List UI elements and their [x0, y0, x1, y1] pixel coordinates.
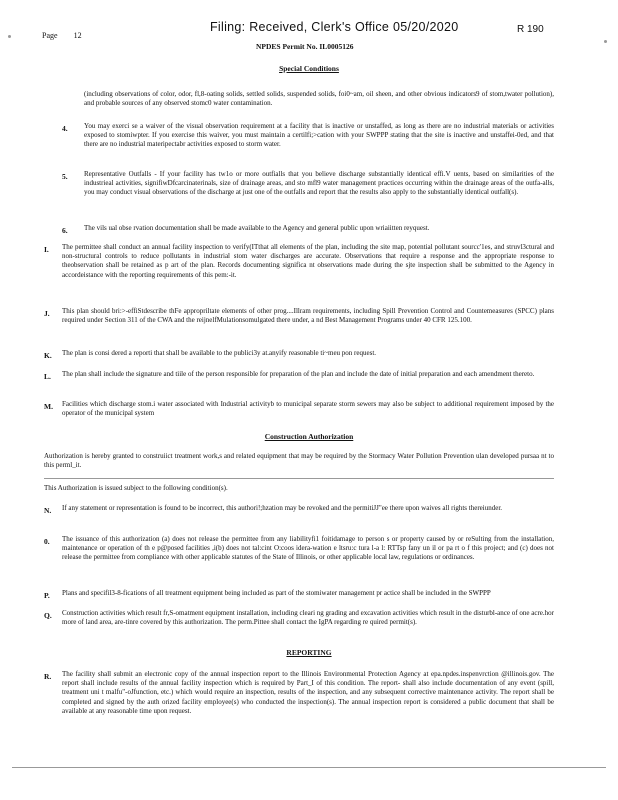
item-label: P.: [44, 591, 50, 600]
item-label: Q.: [44, 611, 52, 620]
item-label: I.: [44, 245, 49, 254]
special-conditions-intro: (including observations of color, odor, fl,8-oating solids, settled solids, suspended solids, foi0~am, oil sheen, and other obvious indicators9 of stom,twater pollution), and probable sources of any observed stomc0 water contamination.: [84, 90, 554, 108]
scan-edge-line: [12, 767, 606, 768]
item-text: The plan shall include the signature and tiile of the person responsible for preparation of the plan and include the date of initial preparation and each amendment thereto.: [62, 370, 535, 378]
item-text: The issuance of this authorization (a) does not release the permittee from any liabilityfi1 foitidamage to person s or property caused by or reSulting from the installation, maintenance or operation of th e p@posed facilities ,i(b) does not tal:cint O:coos idera-wation e ltsru:c tura l-a l: RTTsp fany un il or pa rt o f this project; and (c) does not release the permittee from compliance with other applicable statutes of the State of Illinois, or other applicable local law, regulations or ordinances.: [62, 535, 554, 562]
scan-speck: [604, 40, 607, 43]
page-label: Page: [42, 31, 58, 40]
item-label: K.: [44, 351, 52, 360]
item-text: Representative Outfalls - If your facility has tw1o or more outfialls that you believe discharge substantially identical effi.V uents, based on similarities of the industrieal activities, signifiwDfcarcinaterinals, size of drainage areas, and sto mfl9 water management practices occurring within the drainage areas of the outfa-alls, you may conduct visual observations of the discharge at just one of the outfalls and report that the results also apply to the substantially identical outfall(s).: [84, 170, 554, 197]
item-text: The permittee shall conduct an annual facility inspection to verify(ITthat all elements of the plan, including the site map, potential pollutant sourcc'1es, and struvl3ctural and non-structural controls to reduce pollutants in industrial stom water discharges are accurate. Observations that require a response and the appropriate response to theobservation shall be retained as p art of the plan. Records documenting significa nt observations made during the sjte inspection shall be submitted to the Agency in accordeistance with the reporting requirements of this pem:-it.: [62, 243, 554, 279]
item-text: The vils ual obse rvation documentation shall be made available to the Agency and general public upon wriaiitten reyquest.: [84, 224, 430, 232]
item-text: Plans and specifil3-8-fications of all treatment equipment being included as part of the stomiwater management pr actice shall be included in the SWPPP: [62, 589, 491, 597]
special-conditions-heading: Special Conditions: [279, 64, 339, 73]
item-label: J.: [44, 309, 50, 318]
item-label: 5.: [62, 172, 68, 181]
construction-authorization-heading: Construction Authorization: [264, 432, 354, 441]
item-label: 6.: [62, 226, 68, 235]
item-text: Construction activities which result fr,S-omatment equipment installation, including cleari ng grading and excavation activities which result in the disturbl-ance of one acre.hor more of land area, are-tinre covered by this authorization. The perm.Pittee shall contact the IgPA regarding re quired permit(s).: [62, 609, 554, 627]
item-label: M.: [44, 402, 53, 411]
reporting-heading: REPORTING: [286, 648, 332, 657]
construction-authorization-intro: Authorization is hereby granted to construiict treatment work,s and related equipment that may be required by the Stormacy Water Pollution Prevention ulan developed pursaa nt to this perml_it.: [44, 452, 554, 470]
authorization-subject: This Authorization is issued subject to the following condition(s).: [44, 484, 228, 492]
r-number: R 190: [517, 24, 544, 35]
item-label: 0.: [44, 537, 50, 546]
item-label: 4.: [62, 124, 68, 133]
filing-stamp: Filing: Received, Clerk's Office 05/20/2020: [210, 20, 459, 34]
item-text: The facility shall submit an electronic copy of the annual inspection report to the Illinois Environmental Protection Agency at epa.npdes.inspenvrction @illinois.gov. The report shall include results of the annual facility inspection which is required by Part_I of this condition. The report- shall also include documentation of any event (spill, treatment uni t malfu"-oJfunction, etc.) which would require an inspection, results of the inspection, and any subsequent corrective maintenance activity. The report shall be completed and signed by the auth orized facility employee(s) who conducted the inspection(s). The annual inspection report is considered a public document that shall be available at any reasonable time upon request.: [62, 670, 554, 715]
item-text: You may exerci se a waiver of the visual observation requirement at a facility that is inactive or unstaffed, as long as there are no industrial materials or activities exposed to stomiwpter. If you exercise this waiver, you must maintain a certilfi;>cation with your SWPPP stating that the site is inactive and unstaffei-0ed, and that there are no industrial materipectabr activities exposed to storm water.: [84, 122, 554, 149]
item-text: The plan is consi dered a reporti that shall be available to the publici3y at.anyify reasonable ti~meu pon request.: [62, 349, 377, 357]
page-number: 12: [73, 31, 82, 40]
npdes-permit-number: NPDES Permit No. IL0005126: [256, 42, 354, 51]
item-label: N.: [44, 506, 52, 515]
page-number-label: [42, 31, 82, 40]
item-text: Facilities which discharge stom.i water associated with Industrial activityb to municipal separate storm sewers may also be subject to additional requirement imposed by the operator of the municipal system: [62, 400, 554, 418]
scan-speck: [8, 35, 11, 38]
item-text: If any statement or representation is found to be incorrect, this authori!;hzation may be revoked and the permitiJJ"ee there upon waives all rights thereiunder.: [62, 504, 503, 512]
divider: [44, 478, 554, 479]
item-label: L.: [44, 372, 51, 381]
item-label: R.: [44, 672, 52, 681]
item-text: This plan should bri:>-effiStdescribe thFe appropriltate elements of other prog....Illram requirements, including Spill Prevention Control and Countemeasures (SPCC) plans required under Section 311 of the CWA and the reijnelfMulationsomulgated there under, a nd Best Management Programs under 40 CFR 125.100.: [62, 307, 554, 325]
